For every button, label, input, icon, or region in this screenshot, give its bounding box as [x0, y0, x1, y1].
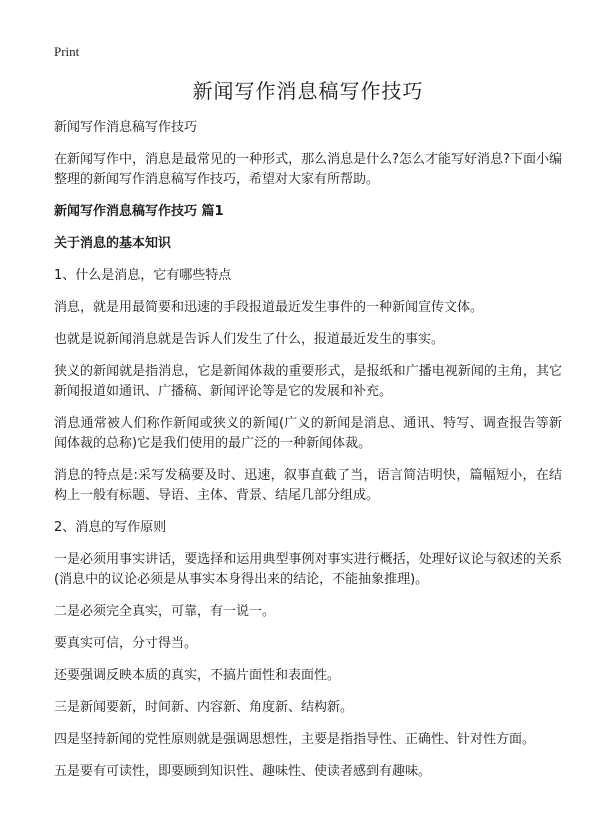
paragraph: 三是新闻要新，时间新、内容新、角度新、结构新。: [54, 700, 354, 715]
paragraph: 消息，就是用最简要和迅速的手段报道最近发生事件的一种新闻宣传文体。: [54, 300, 484, 315]
paragraph: 也就是说新闻消息就是告诉人们发生了什么，报道最近发生的事实。: [54, 332, 445, 347]
paragraph: 2、消息的写作原则: [54, 520, 167, 535]
paragraph: 二是必须完全真实，可靠，有一说一。: [54, 604, 276, 619]
paragraph: 要真实可信，分寸得当。: [54, 636, 198, 651]
paragraph: 新闻写作消息稿写作技巧: [54, 120, 198, 135]
paragraph: 还要强调反映本质的真实，不搞片面性和表面性。: [54, 668, 341, 683]
section-heading: 关于消息的基本知识: [54, 236, 172, 251]
paragraph: 在新闻写作中，消息是最常见的一种形式，那么消息是什么?怎么才能写好消息?下面小编整理的新闻写作消息稿写作技巧，希望对大家有所帮助。: [54, 152, 562, 187]
section-heading: 新闻写作消息稿写作技巧 篇1: [54, 204, 224, 219]
document-body: [54, 118, 562, 782]
document-title: 新闻写作消息稿写作技巧: [192, 79, 424, 103]
paragraph: 狭义的新闻就是指消息，它是新闻体裁的重要形式，是报纸和广播电视新闻的主角，其它新闻报道如通讯、广播稿、新闻评论等是它的发展和补充。: [54, 364, 562, 399]
paragraph: 一是必须用事实讲话，要选择和运用典型事例对事实进行概括，处理好议论与叙述的关系(消息中的议论必须是从事实本身得出来的结论，不能抽象推理)。: [54, 552, 562, 587]
paragraph: 四是坚持新闻的党性原则就是强调思想性，主要是指指导性、正确性、针对性方面。: [54, 732, 536, 747]
print-label: Print: [54, 44, 80, 59]
paragraph: 消息的特点是:采写发稿要及时、迅速，叙事直截了当，语言简洁明快，篇幅短小，在结构上一般有标题、导语、主体、背景、结尾几部分组成。: [54, 468, 562, 503]
paragraph: 1、什么是消息，它有哪些特点: [54, 268, 232, 283]
paragraph: 消息通常被人们称作新闻或狭义的新闻(广义的新闻是消息、通讯、特写、调查报告等新闻体裁的总称)它是我们使用的最广泛的一种新闻体裁。: [54, 416, 562, 451]
paragraph: 五是要有可读性，即要顾到知识性、趣味性、使读者感到有趣味。: [54, 764, 432, 779]
